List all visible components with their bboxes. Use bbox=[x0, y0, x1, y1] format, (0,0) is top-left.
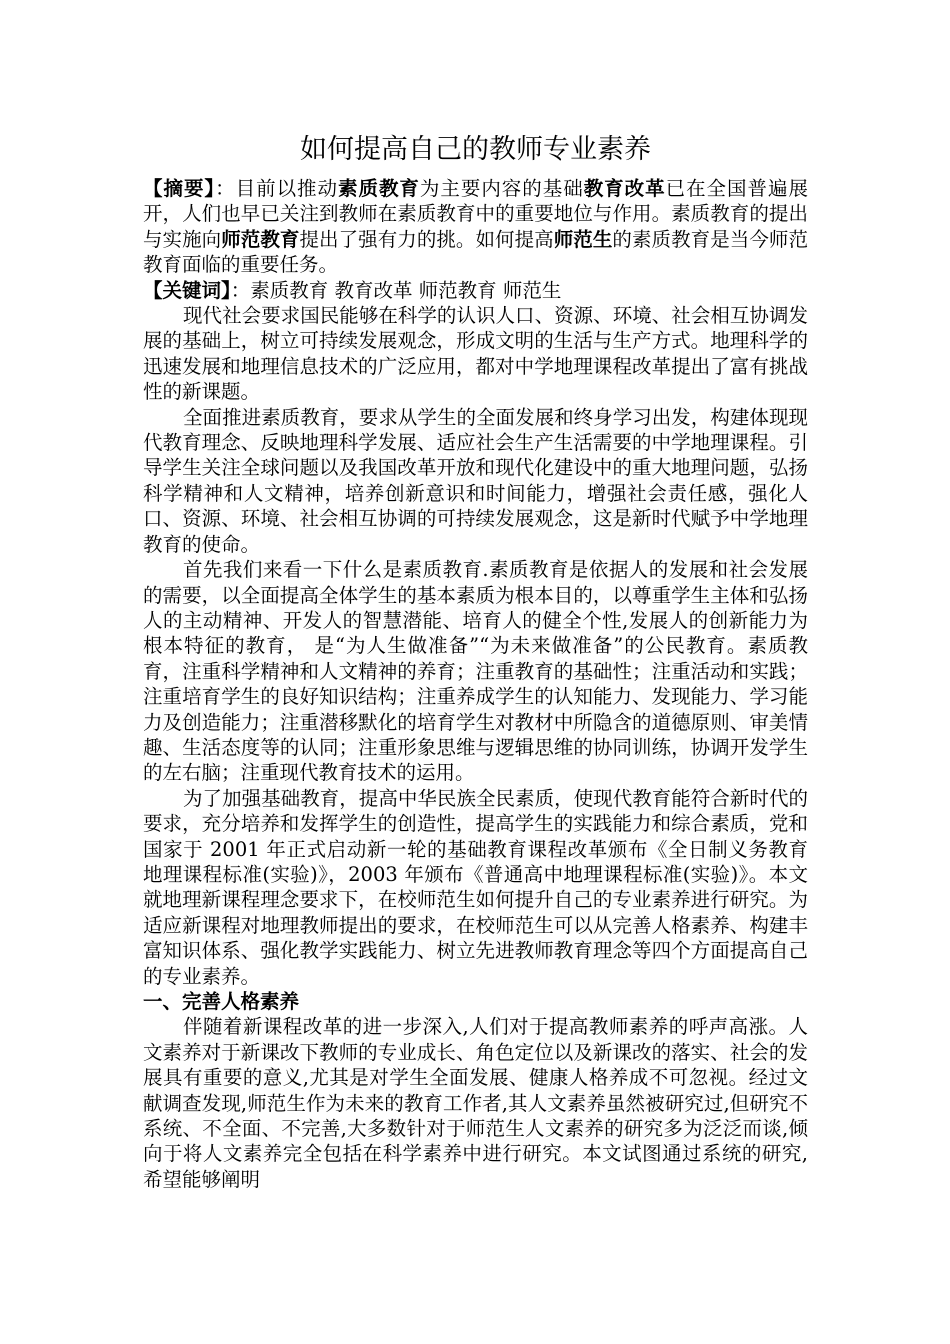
abstract-text-2: 为主要内容的基础 bbox=[419, 177, 584, 200]
abstract-term-quality-education: 素质教育 bbox=[338, 177, 420, 200]
body-paragraph-4: 为了加强基础教育，提高中华民族全民素质，使现代教育能符合新时代的要求，充分培养和发挥学生的创造性，提高学生的实践能力和综合素质，党和国家于 2001 年正式启动新一轮的基础教育课程改革颁布《全日制义务教育地理课程标准(实验)》，2003 年颁布《普通高中地理课程标准(实验)》。本文就地理新课程理念要求下，在校师范生如何提升自己的专业素养进行研究。为适应新课程对地理教师提出的要求，在校师范生可以从完善人格素养、构建丰富知识体系、强化教学实践能力、树立先进教师教育理念等四个方面提高自己的专业素养。 bbox=[143, 786, 808, 988]
abstract-term-education-reform: 教育改革 bbox=[583, 177, 666, 200]
abstract-text-5: 的素质教育是当今师范教育面临的重要任务。 bbox=[143, 227, 808, 277]
body-paragraph-2: 全面推进素质教育，要求从学生的全面发展和终身学习出发，构建体现现代教育理念、反映地理科学发展、适应社会生产生活需要的中学地理课程。引导学生关注全球问题以及我国改革开放和现代化建设中的重大地理问题，弘扬科学精神和人文精神，培养创新意识和时间能力，增强社会责任感，强化人口、资源、环境、社会相互协调的可持续发展观念，这是新时代赋予中学地理教育的使命。 bbox=[143, 405, 808, 556]
abstract-term-normal-education: 师范教育 bbox=[221, 227, 300, 251]
keywords-line bbox=[143, 278, 808, 303]
abstract-paragraph bbox=[143, 176, 808, 278]
keywords-label: 【关键词】 bbox=[143, 278, 231, 302]
abstract-label: 【摘要】 bbox=[143, 177, 216, 200]
abstract-text-4: 提出了强有力的挑。如何提高 bbox=[299, 227, 554, 251]
abstract-text-1: ：目前以推动 bbox=[215, 177, 338, 200]
body-paragraph-1: 现代社会要求国民能够在科学的认识人口、资源、环境、社会相互协调发展的基础上，树立可持续发展观念，形成文明的生活与生产方式。地理科学的迅速发展和地理信息技术的广泛应用，都对中学地理课程改革提出了富有挑战性的新课题。 bbox=[143, 304, 808, 404]
document-page bbox=[143, 130, 808, 1192]
body-paragraph-3: 首先我们来看一下什么是素质教育.素质教育是依据人的发展和社会发展的需要，以全面提高全体学生的基本素质为根本目的，以尊重学生主体和弘扬人的主动精神、开发人的智慧潜能、培育人的健全个性,发展人的创新能力为根本特征的教育， 是“为人生做准备”“为未来做准备”的公民教育。素质教育，注重科学精神和人文精神的养育；注重教育的基础性；注重活动和实践；注重培育学生的良好知识结构；注重养成学生的认知能力、发现能力、学习能力及创造能力；注重潜移默化的培育学生对教材中所隐含的道德原则、审美情趣、生活态度等的认同；注重形象思维与逻辑思维的协同训练，协调开发学生的左右脑；注重现代教育技术的运用。 bbox=[143, 558, 808, 785]
section-1-paragraph: 伴随着新课程改革的进一步深入,人们对于提高教师素养的呼声高涨。人文素养对于新课改下教师的专业成长、角色定位以及新课改的落实、社会的发展具有重要的意义,尤其是对学生全面发展、健康人格养成不可忽视。经过文献调查发现,师范生作为未来的教育工作者,其人文素养虽然被研究过,但研究不系统、不全面、不完善,大多数针对于师范生人文素养的研究多为泛泛而谈,倾向于将人文素养完全包括在科学素养中进行研究。本文试图通过系统的研究,希望能够阐明 bbox=[143, 1015, 808, 1191]
abstract-term-normal-student: 师范生 bbox=[553, 227, 613, 251]
section-heading-1: 一、完善人格素养 bbox=[143, 990, 300, 1013]
keywords-text: ：素质教育 教育改革 师范教育 师范生 bbox=[230, 278, 562, 302]
document-title: 如何提高自己的教师专业素养 bbox=[300, 134, 651, 165]
abstract-text-3: 已在全国普遍展开，人们也早已关注到教师在素质教育中的重要地位与作用。素质教育的提出与实施向 bbox=[143, 177, 808, 251]
